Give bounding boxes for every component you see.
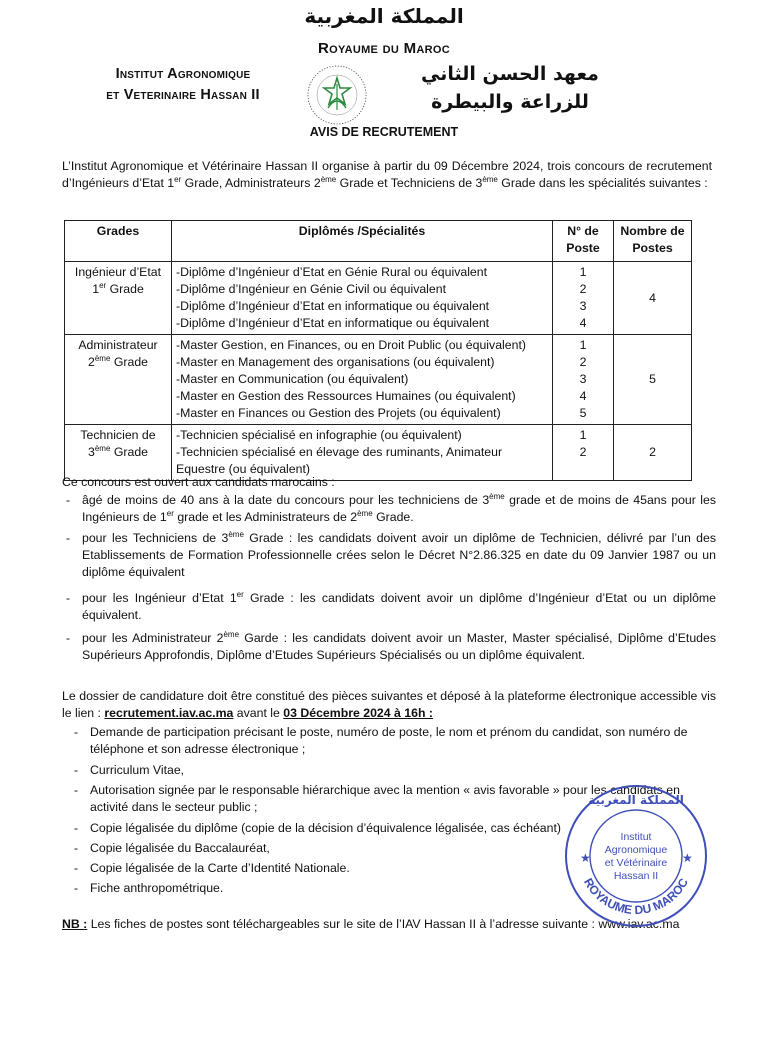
nb-text: Les fiches de postes sont téléchargeables sur le site de l’IAV Hassan II à l’adresse suivante : www.iav.ac.ma xyxy=(87,917,680,931)
nb-label: NB : xyxy=(62,917,88,931)
condition-sup: er xyxy=(166,508,174,518)
intro-text-4: Grade dans les spécialités suivantes : xyxy=(497,176,708,190)
header-num-poste: N° de Poste xyxy=(553,221,614,262)
stamp-line-1: Institut xyxy=(620,831,652,843)
diploma-item: -Technicien spécialisé en infographie (ou équivalent) xyxy=(176,428,462,442)
numbers-cell xyxy=(553,262,614,335)
positions-table xyxy=(64,220,692,481)
condition-text: grade et les Administrateurs de 2 xyxy=(173,510,358,524)
institute-name-ar-line1: معهد الحسن الثاني xyxy=(421,63,599,85)
grade-cell xyxy=(65,262,172,335)
condition-item xyxy=(66,492,716,526)
requirement-text: Autorisation signée par le responsable hiérarchique avec la mention « avis favorable » pour les candidats en activité dans le secteur public ; xyxy=(90,783,680,814)
table-row xyxy=(65,335,692,425)
diplomas-cell xyxy=(172,335,553,425)
institute-name-ar-line2: للزراعة والبيطرة xyxy=(431,91,589,113)
diplomas-cell xyxy=(172,262,553,335)
poste-number: 4 xyxy=(579,389,587,403)
intro-sup-1: er xyxy=(174,174,182,184)
grade-label: Technicien de xyxy=(80,428,156,442)
diplomas-cell xyxy=(172,425,553,481)
header-nombre-postes: Nombre de Postes xyxy=(614,221,692,262)
condition-text: pour les Administrateur 2 xyxy=(82,631,224,645)
header-grades: Grades xyxy=(65,221,172,262)
condition-text: grade et de moins de 45ans pour les Ingénieurs de 1 xyxy=(82,493,717,524)
condition-text: pour les Ingénieur d’Etat 1 xyxy=(82,591,237,605)
grade-label: Ingénieur d’Etat xyxy=(74,265,162,279)
header-arabic-country: المملكة المغربية xyxy=(304,4,464,28)
dash-marker: - xyxy=(74,783,79,797)
dossier-text-mid: avant le xyxy=(233,706,284,720)
requirement-item xyxy=(74,724,714,758)
grade-tail: Grade xyxy=(110,445,148,459)
poste-number: 1 xyxy=(579,338,587,352)
stamp-outer-text: ROYAUME DU MAROC xyxy=(581,875,691,918)
condition-text: Grade. xyxy=(372,510,414,524)
count-cell: 2 xyxy=(614,425,692,481)
page-title: AVIS DE RECRUTEMENT xyxy=(309,125,459,139)
diploma-item: -Master en Communication (ou équivalent) xyxy=(176,372,409,386)
poste-number: 1 xyxy=(579,428,587,442)
stamp-line-3: et Vétérinaire xyxy=(604,857,668,869)
stamp-star-right: ★ xyxy=(682,851,693,865)
grade-number: 3 xyxy=(88,445,95,459)
requirement-text: Fiche anthropométrique. xyxy=(90,881,224,895)
count-cell: 4 xyxy=(614,262,692,335)
condition-text: Garde : les candidats doivent avoir un Master, Master spécialisé, Diplôme d’Etudes Supérieurs Approfondis, Diplôme d’Etudes Supérieurs Spécialisés ou un diplôme équivalent. xyxy=(82,631,716,662)
diploma-item: -Diplôme d’Ingénieur d’Etat en Génie Rural ou équivalent xyxy=(176,265,488,279)
dossier-paragraph xyxy=(62,688,716,722)
application-link[interactable]: recrutement.iav.ac.ma xyxy=(104,706,234,720)
table-header-row xyxy=(65,221,692,262)
diploma-item: -Master en Gestion des Ressources Humaines (ou équivalent) xyxy=(176,389,516,403)
grade-sup: ème xyxy=(94,443,111,453)
dash-marker: - xyxy=(66,591,71,605)
condition-text: Grade : les candidats doivent avoir un diplôme d’Ingénieur d’Etat ou un diplôme équivalent. xyxy=(82,591,716,622)
poste-number: 3 xyxy=(579,299,587,313)
institute-stamp-icon xyxy=(562,782,710,930)
diploma-item: -Master en Finances ou Gestion des Projets (ou équivalent) xyxy=(176,406,501,420)
condition-item xyxy=(66,590,716,624)
requirement-text: Demande de participation précisant le poste, numéro de poste, le nom et prénom du candidat, son numéro de téléphone et son adresse électronique ; xyxy=(90,725,688,756)
grade-tail: Grade xyxy=(106,282,144,296)
intro-paragraph xyxy=(62,158,712,192)
dash-marker: - xyxy=(66,531,71,545)
dash-marker: - xyxy=(74,821,79,835)
diploma-item: -Diplôme d’Ingénieur d’Etat en informatique ou équivalent xyxy=(176,299,490,313)
institute-logo-icon xyxy=(306,64,368,126)
poste-number: 2 xyxy=(579,445,587,459)
condition-sup: ème xyxy=(228,529,244,539)
condition-sup: ème xyxy=(489,491,505,501)
grade-cell xyxy=(65,425,172,481)
deadline-text: 03 Décembre 2024 à 16h : xyxy=(283,706,433,720)
diploma-item: -Diplôme d’Ingénieur en Génie Civil ou équivalent xyxy=(176,282,447,296)
institute-name-fr xyxy=(58,64,308,106)
dash-marker: - xyxy=(74,725,79,739)
grade-sup: ème xyxy=(94,353,111,363)
requirement-text: Curriculum Vitae, xyxy=(90,763,185,777)
dossier-text: Le dossier de candidature doit être constitué des pièces suivantes et déposé à la plateforme électronique accessible vis le lien : xyxy=(62,689,716,720)
poste-number: 2 xyxy=(579,355,587,369)
condition-text: pour les Techniciens de 3 xyxy=(82,531,229,545)
grade-cell xyxy=(65,335,172,425)
intro-text-3: Grade et Techniciens de 3 xyxy=(336,176,483,190)
header-diplomes: Diplômés /Spécialités xyxy=(172,221,553,262)
condition-item xyxy=(66,630,716,664)
numbers-cell xyxy=(553,425,614,481)
poste-number: 3 xyxy=(579,372,587,386)
diploma-item: -Technicien spécialisé en élevage des ruminants, Animateur Equestre (ou équivalent) xyxy=(176,445,503,476)
grade-sup: er xyxy=(99,280,107,290)
grade-label: Administrateur xyxy=(78,338,158,352)
stamp-line-4: Hassan II xyxy=(613,870,659,882)
dash-marker: - xyxy=(66,493,71,507)
numbers-cell xyxy=(553,335,614,425)
requirement-text: Copie légalisée du Baccalauréat, xyxy=(90,841,270,855)
header-country: Royaume du Maroc xyxy=(317,40,450,57)
condition-sup: ème xyxy=(357,508,373,518)
count-cell: 5 xyxy=(614,335,692,425)
conditions-intro: Ce concours est ouvert aux candidats marocains : xyxy=(62,475,335,489)
condition-text: âgé de moins de 40 ans à la date du concours pour les techniciens de 3 xyxy=(82,493,490,507)
intro-sup-3: ème xyxy=(482,174,498,184)
stamp-arabic-text: المملكة المغربية xyxy=(588,793,684,807)
diploma-item: -Master Gestion, en Finances, ou en Droit Public (ou équivalent) xyxy=(176,338,526,352)
poste-number: 2 xyxy=(579,282,587,296)
grade-number: 1 xyxy=(92,282,100,296)
grade-tail: Grade xyxy=(110,355,148,369)
dash-marker: - xyxy=(66,631,71,645)
requirement-text: Copie légalisée du diplôme (copie de la décision d’équivalence légalisée, cas échéant) xyxy=(90,821,561,835)
poste-number: 5 xyxy=(579,406,587,420)
diploma-item: -Master en Management des organisations (ou équivalent) xyxy=(176,355,495,369)
condition-text: Grade : les candidats doivent avoir un diplôme de Technicien, délivré par l’un des Etablissements de Formation Professionnelle crées selon le Décret N°2.86.325 en date du 09 Janvier 1987 ou un diplôme équivalent xyxy=(82,531,717,579)
dash-marker: - xyxy=(74,841,79,855)
intro-sup-2: ème xyxy=(320,174,337,184)
condition-sup: er xyxy=(236,589,244,599)
stamp-line-2: Agronomique xyxy=(604,844,668,856)
grade-number: 2 xyxy=(88,355,95,369)
institute-name-ar xyxy=(410,60,610,116)
diploma-item: -Diplôme d’Ingénieur d’Etat en informatique ou équivalent xyxy=(176,316,490,330)
dash-marker: - xyxy=(74,763,79,777)
dash-marker: - xyxy=(74,881,79,895)
poste-number: 4 xyxy=(579,316,587,330)
table-row xyxy=(65,425,692,481)
poste-number: 1 xyxy=(579,265,587,279)
table-row xyxy=(65,262,692,335)
intro-text-2: Grade, Administrateurs 2 xyxy=(181,176,321,190)
condition-item xyxy=(66,530,716,581)
condition-sup: ème xyxy=(223,629,240,639)
institute-name-fr-line2: et Veterinaire Hassan II xyxy=(106,87,260,103)
requirement-item xyxy=(74,762,714,779)
intro-text-1: L’Institut Agronomique et Vétérinaire Hassan II organise à partir du 09 Décembre 2024, trois concours de recrutement d’Ingénieurs d’Etat 1 xyxy=(62,159,712,190)
requirement-text: Copie légalisée de la Carte d’Identité Nationale. xyxy=(90,861,350,875)
dash-marker: - xyxy=(74,861,79,875)
institute-name-fr-line1: Institut Agronomique xyxy=(115,66,251,82)
stamp-star-left: ★ xyxy=(580,851,591,865)
